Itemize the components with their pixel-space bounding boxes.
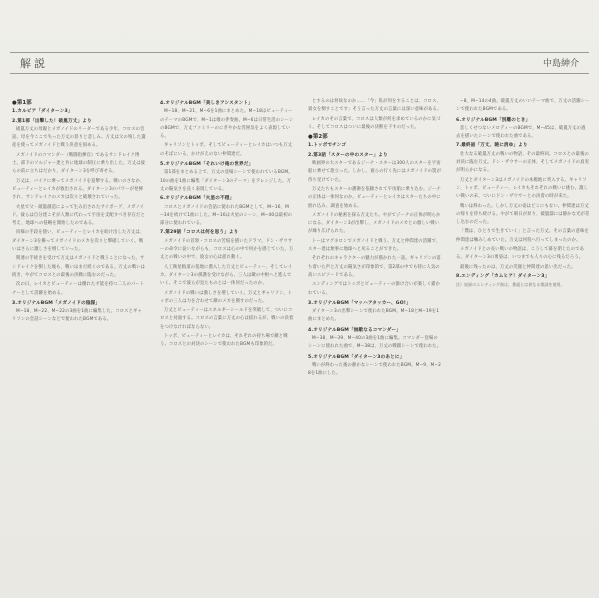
track-title: 5.オリジナルBGM「ダイターン3のあとに」	[308, 354, 405, 360]
paragraph: 最後に残ったのは、万丈の笑顔と仲間達の思い出だった。	[460, 264, 576, 270]
track-title: 8.エンディング「カムヒア！ダイターン3」	[456, 273, 550, 279]
paragraph: トッポ、ビューティーとレイカは、それぞれの持ち場で敵と戦う。コロスとの対決のシーンで使われたBGMも印象的だ。	[160, 334, 288, 348]
paragraph: メガノイドのコマンダー（戦闘指揮官）であるサンドレイク博士。部下のソルジャー達と共に地球の制圧に乗り出した。万丈は彼らの前に立ちはだかり、ダイターン3を呼び寄せる。	[12, 152, 146, 175]
track-title: 6.オリジナルBGM「火星の不穏」	[160, 196, 235, 202]
paragraph: 壮大なる破嵐万丈の戦いの物語、その最終回。コロスとの最後の対決に臨む万丈。ドン・ザウサーの正体、そしてメガノイドの真実が明らかになる。	[456, 151, 590, 174]
paragraph: 次の日、レイカとビューティーは優れた才能を持つ二人のパートナーとして活躍を始める。	[12, 282, 145, 296]
paragraph: とするのは何故なのか……「今」私が何をすることは、コロス、貴女を倒すことです」そう言った万丈の言葉には深い意味がある。	[308, 99, 442, 113]
paragraph: 万丈とビューティーはエネルギーシールドを突破して、ついにコロスと対面する。コロスの言葉に万丈の心は揺れるが、戦いの決着をつけなければならない。	[160, 308, 294, 330]
paragraph: 戦いが終わった後の静かなシーンで使われたBGM。M−9、M−28を1曲にした。	[308, 362, 442, 377]
paragraph: −8、M−14の4曲。破嵐万丈のいいテーマ曲で、万丈の活躍シーンで使われたBGMである。	[456, 99, 590, 113]
column-4	[456, 98, 590, 590]
paragraph: 万丈は、バイクに乗ってメガノイドを追撃する。戦いのさなか、ビューティーとレイカが救出される。ダイターン3のパワーが発揮され、サンドレイクのメカは次々と破壊されていった。	[12, 178, 145, 201]
paragraph: 第1部をまとめる上で、万丈の登場シーンで使われているBGM。10の曲を1曲に編集「ダイターン3のテーマ」をアレンジした。万丈の陽気さを良く表現している。	[160, 170, 293, 192]
paragraph: 「僕は、ひとりで生きていく」と言った万丈。その言葉の意味を仲間達は噛みしめていた。万丈は何処へ行ってしまったのか。	[456, 229, 589, 243]
paragraph: M−18、M−21、M−6を1曲にまとめた。M−18はビューティーのテーマのBGMで、M−1は歌の伴奏曲。M−6は日常生活のシーンのBGMで、万丈ファミリーのにぎやかな雰囲気をよく表現している。	[160, 109, 294, 140]
paragraph: M−18、M−22、M−22の3曲を1曲に編集した。コロスとギャリソンの会話シーンなどで使われたBGMである。	[12, 309, 142, 323]
section-heading: ●第2部	[308, 134, 328, 141]
track-title: 1.トッポでチンゴ	[308, 143, 347, 149]
paragraph: M−38、M−39、M−40の3曲を1曲に編集。コマンダー登場のシーンに使われた曲で、M−38は、万丈の戦闘シーンで使われた。	[308, 336, 442, 350]
paragraph: 映画界の大スターであるジーナ・スターは300人のスターを宇宙船に乗せて旅立った。しかし、彼らの行く先にはメガノイドの罠が待ち受けていた。	[308, 161, 442, 183]
paragraph: ギャリソンとトッポ、そしてビューティーとレイカはいつも万丈のそばにいる、かけがえのない仲間達だ。	[160, 143, 293, 157]
paragraph: コロスとメガノイドの会話に使われたBGMとして、M−16、M−34を続けて1曲にした。M−16は火星のシーン、M−40は最初の部分に使われている。	[160, 204, 293, 227]
column-2	[160, 98, 294, 590]
paragraph: メガノイドの首領・コロスの苦悩を描いたドラマ。ドン・ザウサーの命令に従いながらも、コロスは心の中で何かを感じていた。万丈との戦いの中で、彼女の心は揺れ動く。	[160, 238, 294, 261]
track-title: 7.第29話「コロスは何を思う」より	[160, 230, 239, 236]
paragraph: 万丈とダイターン3はメガノイドの本拠地に突入する。ギャリソン、トッポ、ビューティー、レイカもそれぞれの戦いに挑む。激しい戦いの末、ついにドン・ザウサーとの決着の時が来た。	[456, 177, 589, 200]
author-name: 中島紳介	[542, 59, 579, 69]
column-1	[12, 98, 146, 590]
paragraph: 関連の手続きを受けて万丈はメガノイドと戦うことになった。サンドレイクを倒した後も、戦いはまだ続くのである。万丈の戦いは続き、やがてコロスとの最後の決戦に臨むのだった。	[12, 256, 146, 278]
track-title: 2.第3話「スターの中のスター」より	[308, 152, 388, 158]
paragraph: 戦いは終わった。しかし万丈の姿はどこにもない。仲間達は万丈の帰りを待ち続ける。やがて朝日が昇り、破嵐邸には静かな光が差し込むのだった。	[456, 203, 590, 226]
paragraph: レイカのその言葉で、コロスは人類が何を求めているのかに気づく。そしてコロスはついに最後の決断を下すのだった。	[308, 116, 441, 130]
track-title: 3.オリジナルBGM「メガノイドの陰謀」	[12, 300, 101, 306]
track-title: 3.オリジナルBGM「マッハアタッカー、GO!」	[308, 300, 411, 306]
paragraph: トーはマグネロンでメガノイドと戦う。万丈と仲間達の活躍で、スター達は無事に地球へと戻ることができた。	[308, 238, 441, 253]
paragraph: 人工衛星軌道の基地に潜入した万丈とビューティー、そしてレイカ。ダイターン3の援護を受けながら、三人は敵の中枢へと進んでいく。そこで彼らが見たものとは一体何だったのか。	[160, 264, 293, 287]
paragraph: 悲しくせつないメロディーのBGMで、M−45は、破嵐万丈の過去を描いたシーンで使われた曲である。	[456, 125, 586, 140]
header-bar	[10, 52, 589, 74]
paragraph: メガノイドの秘密を探る万丈たち。やがてジーナの正体が明らかになる。ダイターン3が出撃し、メガノイドのメカとの激しい戦いが繰り広げられた。	[308, 212, 441, 235]
page-title: 解説	[20, 57, 48, 70]
text-columns	[12, 98, 588, 590]
track-title: 2.第1部「出撃した！破嵐万丈」より	[12, 118, 92, 124]
track-title: 4.オリジナルBGM「無敵なるコマンダー」	[308, 327, 402, 333]
paragraph: 破嵐万丈の母親とメガノイドのリーダーである少年、コロスの会話。母を今ここで失った万丈の怒りと悲しみ。万丈は父の残した遺産を使ってメガノイドと戦う決意を固める。	[12, 126, 146, 149]
paragraph: 火星で父・破嵐創造によって生み出されたサイボーグ、メガノイド。彼らは自分達こそが人類に代わって宇宙を支配すべき存在だと考え、地球への侵略を開始したのである。	[12, 204, 145, 227]
section-heading: ●第1部	[12, 100, 32, 106]
paragraph: メガノイドとの長い戦いの物語は、こうして幕を閉じたのである。ダイターン3の勇姿は、いつまでも人々の心に残るだろう。	[456, 247, 585, 261]
paragraph: それぞれのキャラクターの魅力が描かれた一話。ギャリソンの落ち着いた声と万丈の陽気さが印象的で、第2部の中でも特に人気の高いエピソードである。	[308, 256, 441, 278]
track-title: 4.オリジナルBGM「美しきアシスタント」	[160, 101, 253, 106]
footnote: 注）収録のエンディング曲は、番組とは異なる歌詞を使用。	[456, 282, 565, 288]
paragraph: エンディングではトッポとビューティーの掛け合いが楽しく描かれている。	[308, 282, 441, 296]
paragraph: 同様の手段を使い、ビューティーとレイカを助け出した万丈は、ダイターン3を操ってメガノイドのメカを次々と撃破していく。戦いはさらに激しさを増していった。	[12, 230, 145, 253]
track-title: 7.最終話「万丈、暁に消ゆ」より	[456, 143, 528, 149]
track-title: 1.カルピア「ダイターン3」	[12, 109, 73, 115]
track-title: 6.オリジナルBGM「別離のとき」	[456, 117, 531, 123]
paragraph: ダイターン3の出撃シーンで使われたBGM。M−18とM−19を1曲にまとめた。	[308, 309, 440, 323]
paragraph: メガノイドの戦いは激しさを増していく。万丈とギャリソン、トッポの三人は力を合わせて敵のメカを倒すのだった。	[160, 290, 293, 304]
column-3	[308, 98, 442, 590]
track-title: 5.オリジナルBGM「それいけ俺の世界だ」	[160, 162, 254, 168]
paragraph: 万丈たちもスターの護衛を依頼されて宇宙船に乗り込む。ジーナの正体は一体何なのか。ビューティーとレイカはスターたちの中に紛れ込み、調査を始める。	[308, 186, 441, 209]
